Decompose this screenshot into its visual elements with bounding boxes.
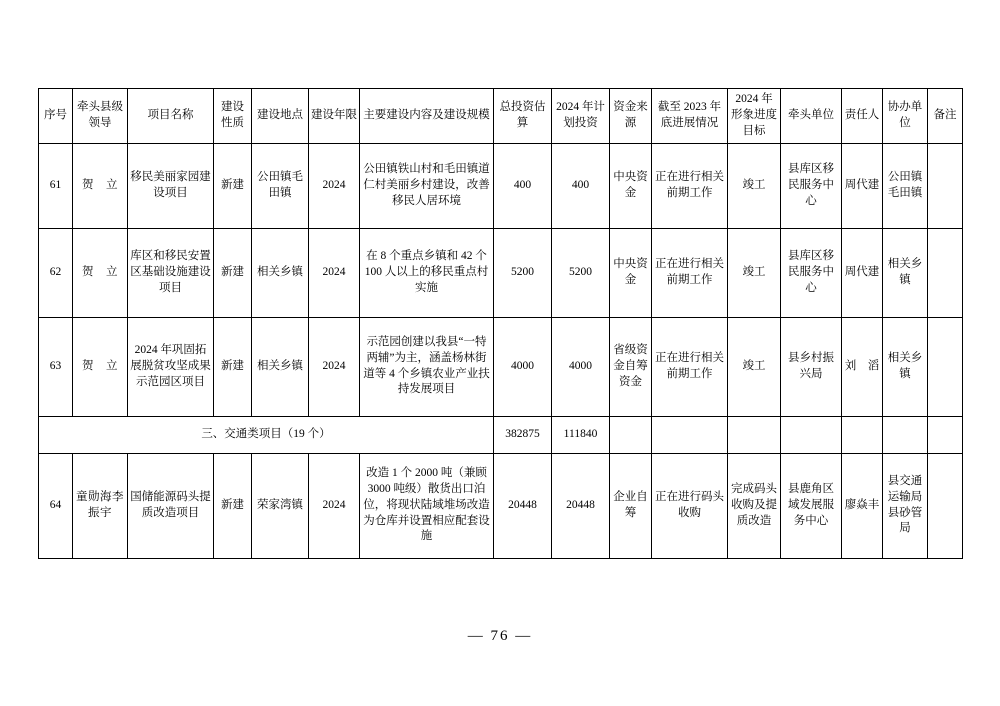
header-progress: 截至 2023 年底进展情况 <box>652 89 728 144</box>
cell-leader: 童勋海李振宇 <box>73 453 128 558</box>
header-seq: 序号 <box>39 89 73 144</box>
cell-remark <box>928 453 963 558</box>
cell-coop: 县交通运输局县砂管局 <box>883 453 928 558</box>
cell-years: 2024 <box>309 143 360 228</box>
header-place: 建设地点 <box>252 89 309 144</box>
cell-coop: 相关乡镇 <box>883 228 928 317</box>
cell-nature: 新建 <box>214 143 252 228</box>
cell-total: 400 <box>494 143 552 228</box>
cell-place: 相关乡镇 <box>252 228 309 317</box>
cell-person: 周代建 <box>842 143 883 228</box>
page-number: — 76 — <box>467 628 533 644</box>
cell-name: 移民美丽家园建设项目 <box>128 143 214 228</box>
cell-funding: 中央资金 <box>610 143 652 228</box>
cell-unit: 县库区移民服务中心 <box>781 143 842 228</box>
cell-target: 竣工 <box>728 228 781 317</box>
cell-plan2024: 4000 <box>552 317 610 416</box>
cell-person: 周代建 <box>842 228 883 317</box>
group-unit <box>781 416 842 453</box>
cell-name: 国储能源码头提质改造项目 <box>128 453 214 558</box>
table-row <box>39 228 963 317</box>
cell-leader: 贺 立 <box>73 143 128 228</box>
cell-plan2024: 5200 <box>552 228 610 317</box>
cell-place: 荣家湾镇 <box>252 453 309 558</box>
cell-seq: 64 <box>39 453 73 558</box>
cell-unit: 县鹿角区域发展服务中心 <box>781 453 842 558</box>
cell-total: 4000 <box>494 317 552 416</box>
cell-nature: 新建 <box>214 228 252 317</box>
header-funding: 资金来源 <box>610 89 652 144</box>
group-target <box>728 416 781 453</box>
cell-funding: 企业自筹 <box>610 453 652 558</box>
header-content: 主要建设内容及建设规模 <box>360 89 494 144</box>
project-table <box>38 88 963 559</box>
group-progress <box>652 416 728 453</box>
cell-years: 2024 <box>309 228 360 317</box>
cell-seq: 63 <box>39 317 73 416</box>
cell-years: 2024 <box>309 453 360 558</box>
header-remark: 备注 <box>928 89 963 144</box>
header-unit: 牵头单位 <box>781 89 842 144</box>
cell-place: 公田镇毛田镇 <box>252 143 309 228</box>
cell-name: 库区和移民安置区基础设施建设项目 <box>128 228 214 317</box>
group-funding <box>610 416 652 453</box>
cell-target: 完成码头收购及提质改造 <box>728 453 781 558</box>
cell-place: 相关乡镇 <box>252 317 309 416</box>
cell-nature: 新建 <box>214 317 252 416</box>
cell-target: 竣工 <box>728 143 781 228</box>
cell-years: 2024 <box>309 317 360 416</box>
cell-progress: 正在进行码头收购 <box>652 453 728 558</box>
cell-content: 示范园创建以我县“一特两辅”为主，涵盖杨林街道等 4 个乡镇农业产业扶持发展项目 <box>360 317 494 416</box>
group-label: 三、交通类项目（19 个） <box>39 416 494 453</box>
cell-target: 竣工 <box>728 317 781 416</box>
cell-plan2024: 400 <box>552 143 610 228</box>
cell-coop: 相关乡镇 <box>883 317 928 416</box>
table-row <box>39 453 963 558</box>
header-total: 总投资估算 <box>494 89 552 144</box>
cell-funding: 中央资金 <box>610 228 652 317</box>
cell-leader: 贺 立 <box>73 317 128 416</box>
table-header-row <box>39 89 963 144</box>
cell-progress: 正在进行相关前期工作 <box>652 143 728 228</box>
table-row <box>39 143 963 228</box>
group-person <box>842 416 883 453</box>
cell-funding: 省级资金自筹资金 <box>610 317 652 416</box>
cell-remark <box>928 228 963 317</box>
header-person: 责任人 <box>842 89 883 144</box>
header-plan2024: 2024 年计划投资 <box>552 89 610 144</box>
table-group-row <box>39 416 963 453</box>
header-leader: 牵头县级领导 <box>73 89 128 144</box>
group-coop <box>883 416 928 453</box>
cell-leader: 贺 立 <box>73 228 128 317</box>
header-target: 2024 年形象进度目标 <box>728 89 781 144</box>
cell-unit: 县乡村振兴局 <box>781 317 842 416</box>
cell-total: 5200 <box>494 228 552 317</box>
group-remark <box>928 416 963 453</box>
table-row <box>39 317 963 416</box>
cell-seq: 61 <box>39 143 73 228</box>
group-total: 382875 <box>494 416 552 453</box>
header-nature: 建设性质 <box>214 89 252 144</box>
cell-name: 2024 年巩固拓展脱贫攻坚成果示范园区项目 <box>128 317 214 416</box>
cell-progress: 正在进行相关前期工作 <box>652 228 728 317</box>
header-name: 项目名称 <box>128 89 214 144</box>
cell-content: 在 8 个重点乡镇和 42 个 100 人以上的移民重点村实施 <box>360 228 494 317</box>
cell-coop: 公田镇毛田镇 <box>883 143 928 228</box>
cell-content: 公田镇铁山村和毛田镇道仁村美丽乡村建设，改善移民人居环境 <box>360 143 494 228</box>
cell-person: 刘 滔 <box>842 317 883 416</box>
cell-nature: 新建 <box>214 453 252 558</box>
cell-seq: 62 <box>39 228 73 317</box>
cell-progress: 正在进行相关前期工作 <box>652 317 728 416</box>
cell-remark <box>928 143 963 228</box>
cell-plan2024: 20448 <box>552 453 610 558</box>
group-plan2024: 111840 <box>552 416 610 453</box>
cell-remark <box>928 317 963 416</box>
cell-content: 改造 1 个 2000 吨（兼顾 3000 吨级）散货出口泊位，将现状陆域堆场改造为仓库并设置相应配套设施 <box>360 453 494 558</box>
header-years: 建设年限 <box>309 89 360 144</box>
cell-person: 廖焱丰 <box>842 453 883 558</box>
header-coop: 协办单位 <box>883 89 928 144</box>
cell-total: 20448 <box>494 453 552 558</box>
cell-unit: 县库区移民服务中心 <box>781 228 842 317</box>
